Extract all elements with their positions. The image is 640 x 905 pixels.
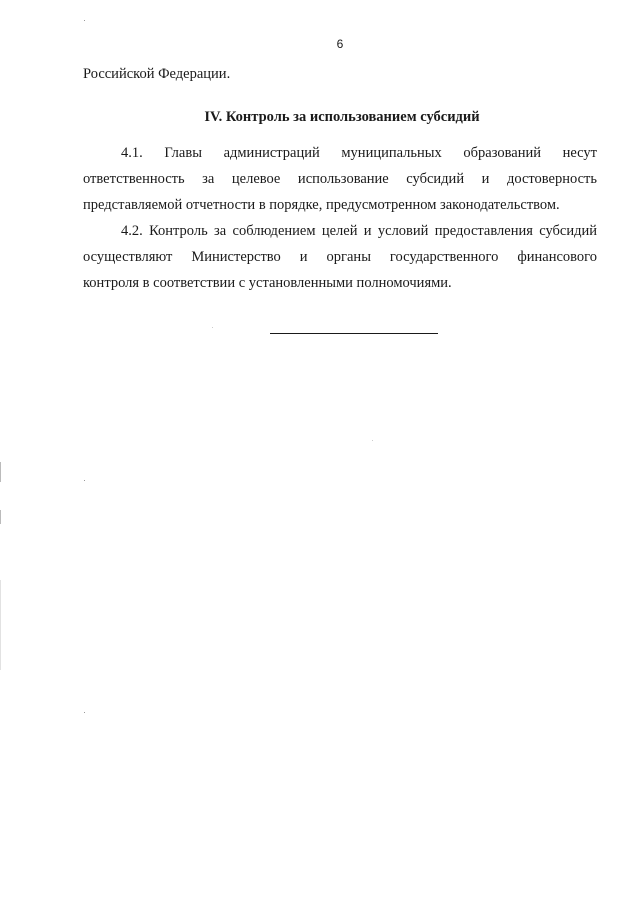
section-heading: IV. Контроль за использованием субсидий xyxy=(204,109,480,125)
scan-speck xyxy=(84,480,85,481)
paragraph-4-2 xyxy=(83,218,597,296)
paragraph-line: осуществляют Министерство и органы государственного финансового xyxy=(83,249,597,265)
scan-edge-mark xyxy=(0,510,1,524)
paragraph-line: 4.1. Главы администраций муниципальных образований несут xyxy=(121,145,597,161)
paragraph-line: контроля в соответствии с установленными полномочиями. xyxy=(83,275,452,291)
paragraph-4-1 xyxy=(83,140,597,218)
scan-edge-mark xyxy=(0,580,1,670)
scan-speck xyxy=(372,440,373,441)
scan-edge-mark xyxy=(0,462,1,482)
end-of-text-rule xyxy=(270,333,438,334)
paragraph-line: 4.2. Контроль за соблюдением целей и условий предоставления субсидий xyxy=(121,223,597,239)
paragraph-line: ответственность за целевое использование субсидий и достоверность xyxy=(83,171,597,187)
page-number: 6 xyxy=(336,37,344,51)
paragraph-line: представляемой отчетности в порядке, предусмотренном законодательством. xyxy=(83,197,560,213)
scan-speck xyxy=(212,327,213,328)
continuation-text: Российской Федерации. xyxy=(83,66,231,82)
scan-speck xyxy=(84,20,85,21)
scan-speck xyxy=(84,712,85,713)
